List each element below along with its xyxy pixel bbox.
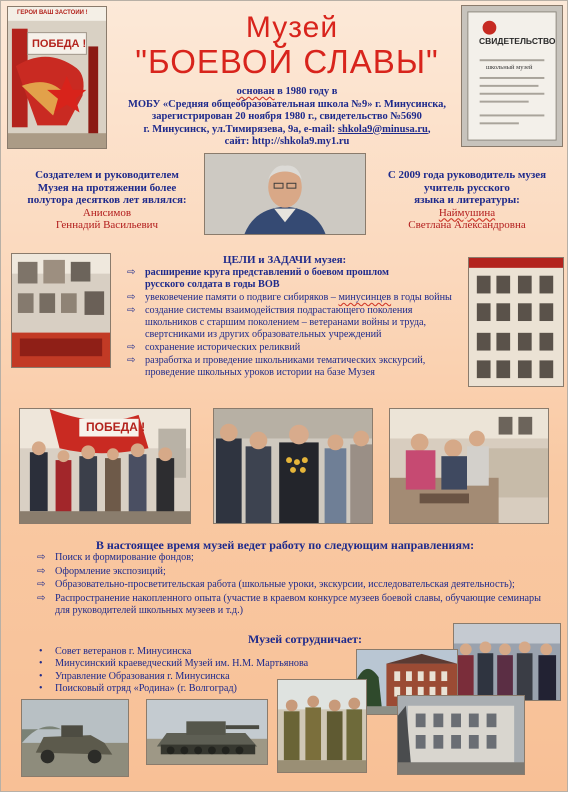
leader-block bbox=[371, 169, 563, 232]
email-link[interactable]: shkola9@minusa.ru bbox=[337, 123, 428, 135]
search-squad-photo bbox=[277, 679, 367, 773]
founder-portrait bbox=[204, 153, 366, 235]
students-exhibits-photo bbox=[389, 408, 549, 524]
direction-item: ⇨ Распространение накопленного опыта (участие в краевом конкурсе музеев боевой славы, обучающие семинары для руководителей школьных музеев и т.д.) bbox=[37, 593, 541, 617]
goals-list bbox=[127, 267, 467, 380]
leader-line: С 2009 года руководитель музея bbox=[387, 169, 547, 181]
students-victory-photo bbox=[19, 408, 191, 524]
page-title: Музей bbox=[245, 11, 339, 44]
museum-info bbox=[113, 86, 461, 149]
leader-line: языка и литературы: bbox=[414, 194, 520, 206]
certificate-subtitle: школьный музей bbox=[486, 64, 533, 71]
leader-name: Светлана Александровна bbox=[408, 219, 526, 231]
arrow-right-icon: ⇨ bbox=[37, 565, 46, 577]
direction-item: ⇨ Поиск и формирование фондов; bbox=[37, 552, 194, 563]
leader-line: учитель русского bbox=[424, 181, 510, 194]
cooperation-item: • Совет ветеранов г. Минусинска bbox=[39, 646, 192, 657]
hall-banner-caption: ПОБЕДА ! bbox=[86, 420, 146, 434]
directions-list bbox=[37, 552, 551, 619]
bullet-icon: • bbox=[39, 683, 43, 695]
tank-photo bbox=[146, 699, 268, 765]
arrow-right-icon: ⇨ bbox=[127, 267, 136, 278]
founded-text: в 1980 году в bbox=[274, 86, 338, 97]
address-end: , bbox=[427, 123, 431, 135]
cooperation-item: • Поисковый отряд «Родина» (г. Волгоград) bbox=[39, 683, 237, 695]
registration-text: зарегистрирован 20 ноября 1980 г., свидетельство №5690 bbox=[152, 111, 422, 122]
portraits-stand-photo bbox=[468, 257, 564, 387]
founded-word: основан bbox=[236, 86, 275, 97]
heroes-board-caption: ГЕРОИ ВАШ ЗАСТОИИ ! bbox=[17, 10, 88, 16]
arrow-right-icon: ⇨ bbox=[127, 292, 136, 303]
bullet-icon: • bbox=[39, 670, 43, 682]
goals-heading: ЦЕЛИ и ЗАДАЧИ музея: bbox=[223, 254, 347, 266]
founder-line: Создателем и руководителем bbox=[35, 169, 179, 181]
site-link[interactable]: сайт: http://shkola9.my1.ru bbox=[224, 136, 350, 147]
school-name: МОБУ «Средняя общеобразовательная школа №9» г. Минусинска, bbox=[127, 98, 447, 110]
founder-line: полутора десятков лет являлся: bbox=[27, 194, 187, 206]
bullet-icon: • bbox=[39, 646, 43, 657]
museum-hall-photo bbox=[11, 253, 111, 368]
arrow-right-icon: ⇨ bbox=[37, 579, 46, 591]
bullet-icon: • bbox=[39, 658, 43, 670]
goal-item: ⇨ расширение круга представлений о боевом прошлом русского солдата в годы ВОВ bbox=[127, 267, 389, 290]
founder-surname: Анисимов bbox=[82, 206, 132, 219]
direction-item: ⇨ Образовательно-просветительская работа (школьные уроки, экскурсии, исследовательская деятельность); bbox=[37, 579, 515, 591]
founder-block bbox=[11, 169, 203, 232]
goal-item: ⇨ сохранение исторических реликвий bbox=[127, 342, 301, 353]
arrow-right-icon: ⇨ bbox=[127, 342, 136, 353]
arrow-right-icon: ⇨ bbox=[127, 305, 136, 316]
armored-vehicle-photo bbox=[21, 699, 129, 777]
education-office-photo bbox=[397, 695, 525, 775]
founder-line: Музея на протяжении более bbox=[37, 181, 177, 194]
veteran-students-photo bbox=[213, 408, 373, 524]
arrow-right-icon: ⇨ bbox=[37, 552, 46, 563]
victory-banner-photo bbox=[7, 6, 107, 149]
cooperation-item: • Минусинский краеведческий Музей им. Н.М. Мартьянова bbox=[39, 658, 309, 670]
direction-item: ⇨ Оформление экспозиций; bbox=[37, 565, 166, 577]
arrow-right-icon: ⇨ bbox=[37, 593, 46, 605]
leader-surname: Наймушина bbox=[438, 206, 496, 219]
directions-heading: В настоящее время музей ведет работу по следующим направлениям: bbox=[95, 538, 475, 552]
banner-caption: ПОБЕДА ! bbox=[32, 38, 87, 50]
page-subtitle: "БОЕВОЙ СЛАВЫ" bbox=[135, 43, 439, 80]
cooperation-item: • Управление Образования г. Минусинска bbox=[39, 670, 230, 682]
veterans-council-photo bbox=[453, 623, 561, 701]
certificate-photo bbox=[461, 5, 563, 147]
cooperation-heading: Музей сотрудничает: bbox=[247, 632, 363, 646]
founder-name: Геннадий Васильевич bbox=[55, 219, 159, 231]
goal-item: ⇨ разработка и проведение школьниками тематических экскурсий, проведение школьных уроков истории на базе Музея bbox=[127, 355, 426, 378]
address-text: г. Минусинск, ул.Тимирязева, 9а, e-mail: bbox=[143, 123, 338, 135]
goal-item: ⇨ создание системы взаимодействия подрастающего поколения школьников с старшим поколением – ветеранами войны и труда, свертсниками из других образовательных учреждений bbox=[127, 305, 427, 340]
arrow-right-icon: ⇨ bbox=[127, 355, 136, 366]
certificate-title: СВИДЕТЕЛЬСТВО bbox=[479, 36, 556, 46]
goal-item: ⇨ увековечение памяти о подвиге сибиряков – минусинцев в годы войны bbox=[127, 292, 452, 303]
